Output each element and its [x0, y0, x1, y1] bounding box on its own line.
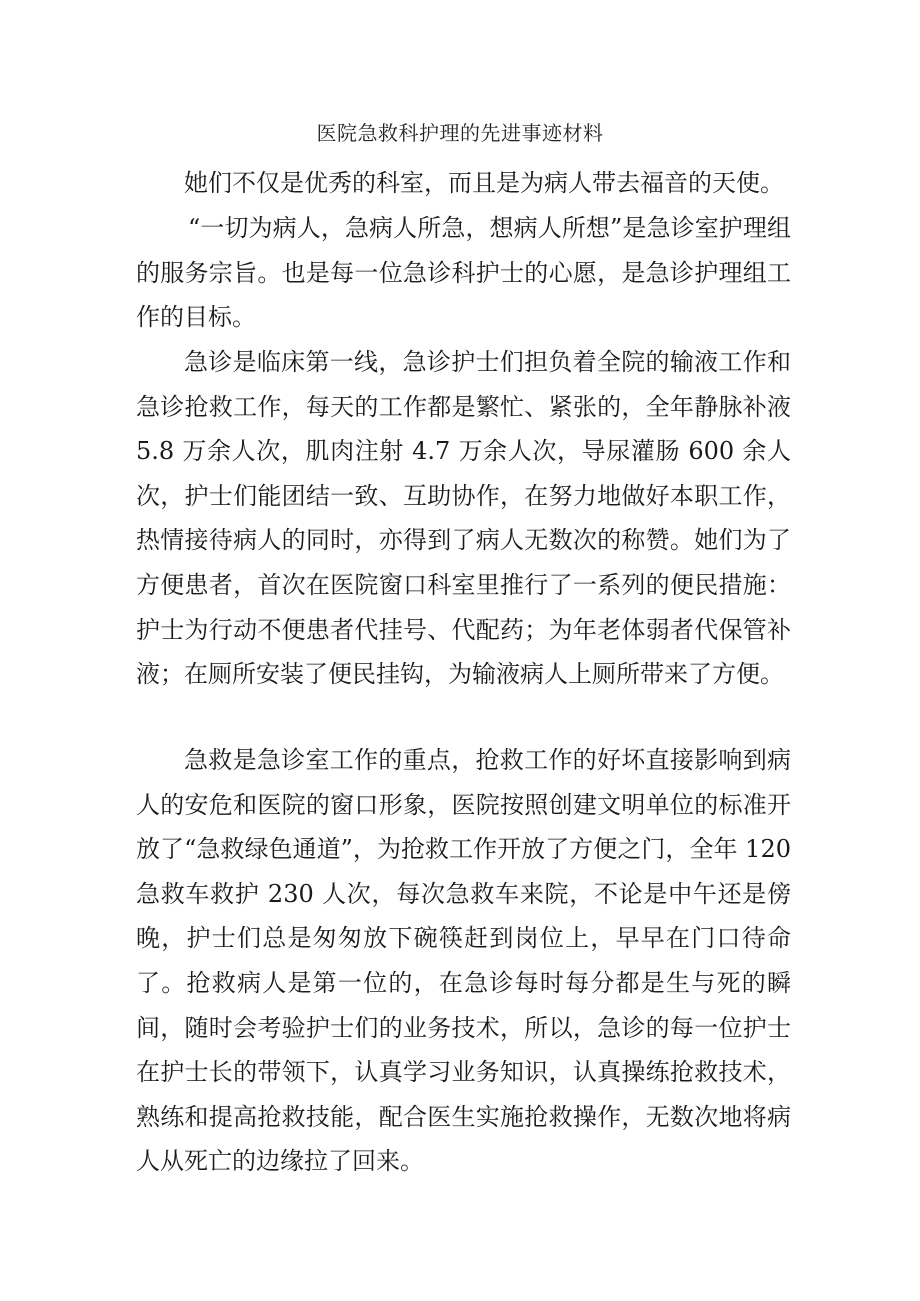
document-title: 医院急救科护理的先进事迹材料 — [316, 121, 604, 145]
paragraph-2: “一切为病人，急病人所急，想病人所想”是急诊室护理组的服务宗旨。也是每一位急诊科护士的心愿，是急诊护理组工作的目标。 — [136, 214, 791, 332]
paragraph-4: 急救是急诊室工作的重点，抢救工作的好坏直接影响到病人的安危和医院的窗口形象，医院按照创建文明单位的标准开放了“急救绿色通道”，为抢救工作开放了方便之门，全年 120 急救车救护 230 人次，每次急救车来院，不论是中午还是傍晚，护士们总是匆匆放下碗筷赶到岗位上，早早在门口待命了。抢救病人是第一位的，在急诊每时每分都是生与死的瞬间，随时会考验护士们的业务技术，所以，急诊的每一位护士在护士长的带领下，认真学习业务知识，认真操练抢救技术，熟练和提高抢救技能，配合医生实施抢救操作，无数次地将病人从死亡的边缘拉了回来。 — [136, 746, 791, 1176]
paragraph-3: 急诊是临床第一线，急诊护士们担负着全院的输液工作和急诊抢救工作，每天的工作都是繁忙、紧张的，全年静脉补液 5.8 万余人次，肌肉注射 4.7 万余人次，导尿灌肠 600 余人次，护士们能团结一致、互助协作，在努力地做好本职工作，热情接待病人的同时，亦得到了病人无数次的称赞。她们为了方便患者，首次在医院窗口科室里推行了一系列的便民措施：护士为行动不便患者代挂号、代配药；为年老体弱者代保管补液；在厕所安装了便民挂钩，为输液病人上厕所带来了方便。 — [136, 348, 791, 689]
paragraph-1: 她们不仅是优秀的科室，而且是为病人带去福音的天使。 — [184, 169, 784, 197]
